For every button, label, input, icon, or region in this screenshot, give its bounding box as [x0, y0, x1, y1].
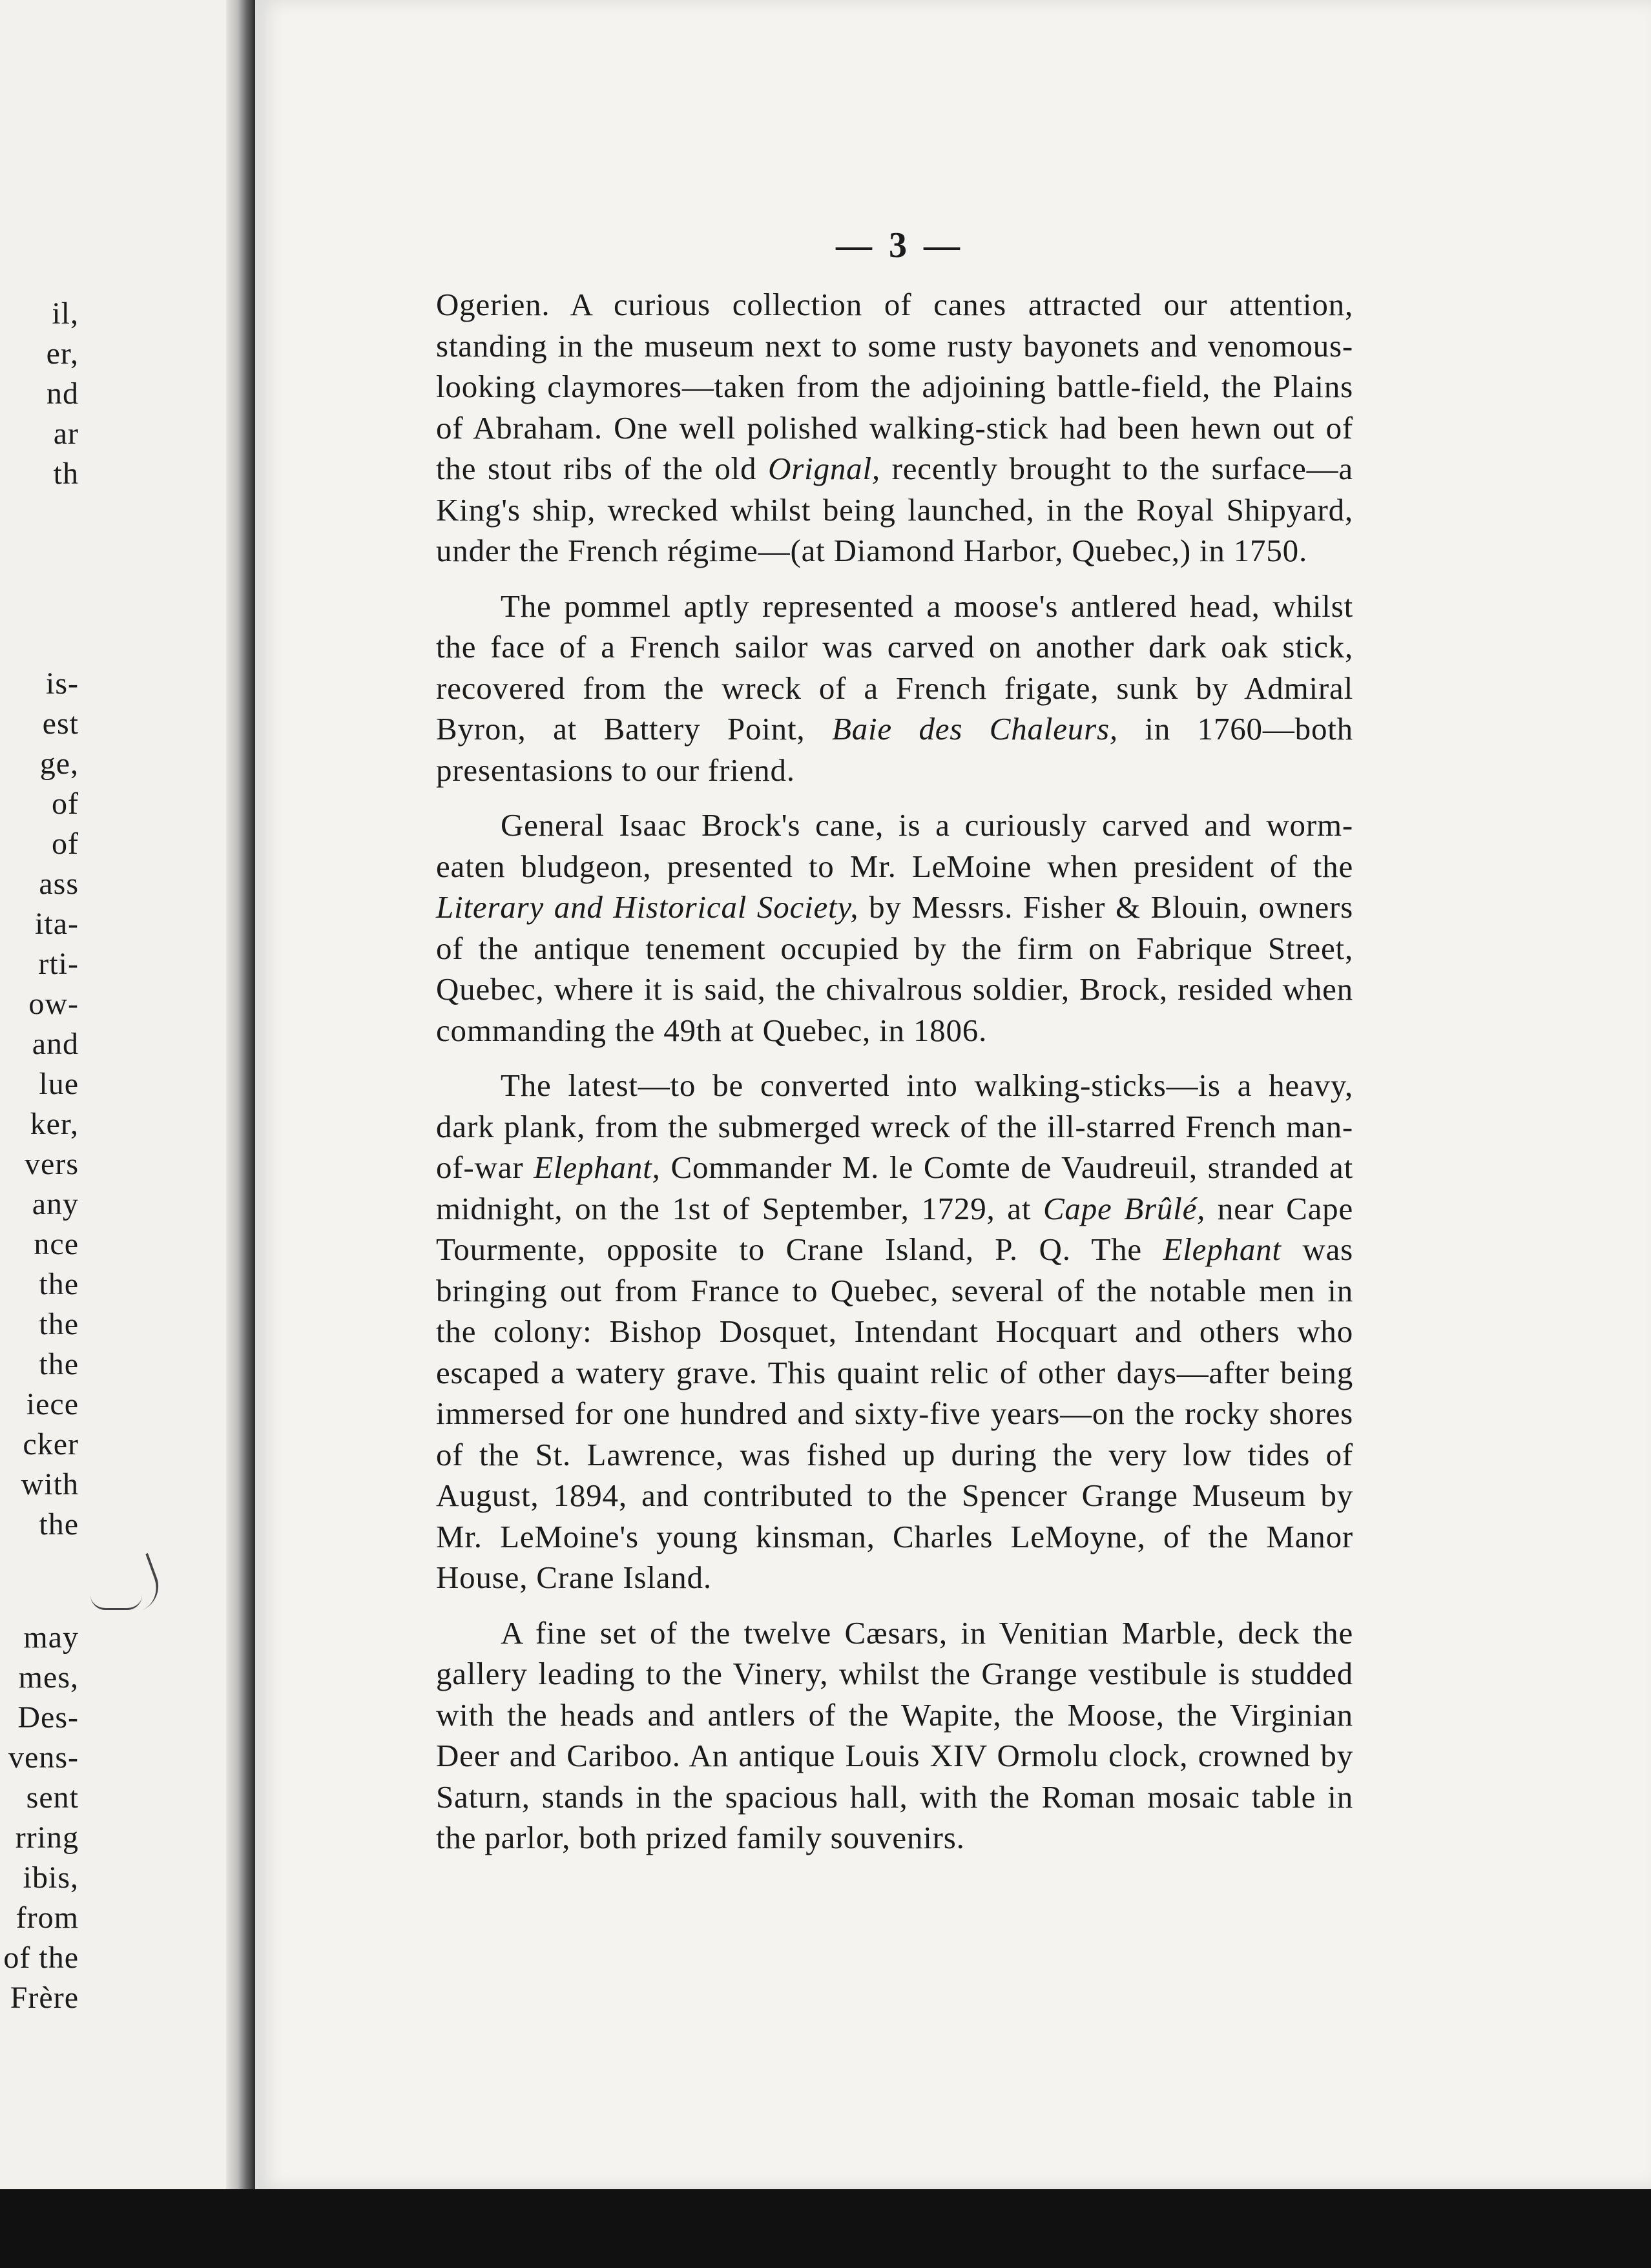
italic-text: Elephant [1163, 1232, 1282, 1267]
margin-fragment: rti- [38, 947, 79, 981]
text-run: General Isaac Brock's cane, is a curiously carved and worm-eaten bludgeon, presented to Mr. LeMoine when president of the [436, 807, 1353, 884]
page-number: — 3 — [836, 225, 964, 265]
book-gutter [226, 0, 255, 2189]
text-run: was bringing out from France to Quebec, several of the notable men in the colony: Bishop Dosquet, Intendant Hocquart and others who escaped a watery grave. This quaint relic of other days—after being immersed for one hundred and sixty-five years—on the rocky shores of the St. Lawrence, was fished up during the very low tides of August, 1894, and contributed to the Spencer Grange Museum by Mr. LeMoine's young kinsman, Charles LeMoyne, of the Manor House, Crane Island. [436, 1232, 1353, 1595]
margin-fragment: il, [52, 296, 79, 331]
margin-fragment: vens- [8, 1740, 79, 1775]
margin-fragment: iece [26, 1387, 79, 1421]
italic-text: Orignal, [768, 451, 880, 486]
margin-fragment: with [21, 1467, 79, 1501]
pencil-mark [90, 1595, 142, 1610]
margin-fragment: cker [23, 1427, 79, 1461]
margin-fragment: lue [39, 1067, 79, 1101]
body-text [436, 284, 1353, 1873]
text-run: recently brought to the surface—a King's ship, wrecked whilst being launched, in the Royal Shipyard, under the French régime—(at Diamond Harbor, Quebec,) in 1750. [436, 451, 1353, 568]
margin-fragment: may [23, 1620, 79, 1655]
margin-fragment: the [39, 1347, 79, 1381]
paragraph [436, 1065, 1353, 1598]
scan-bottom-edge [0, 2189, 1651, 2268]
margin-fragment: nce [34, 1227, 79, 1261]
margin-fragment: of [52, 787, 79, 821]
paragraph [436, 1613, 1353, 1859]
paragraph [436, 805, 1353, 1051]
italic-text: Elephant, [534, 1149, 661, 1185]
italic-text: Cape Brûlé, [1043, 1190, 1206, 1226]
margin-fragment: from [16, 1901, 79, 1935]
margin-fragment: of the [3, 1941, 79, 1975]
margin-fragment: nd [47, 376, 79, 411]
text-run: The latest—to be converted into walking-sticks—is a heavy, dark plank, from the submerged wreck of the ill-starred French man-of-war [436, 1067, 1353, 1185]
margin-fragment: mes, [18, 1660, 79, 1695]
margin-fragment: the [39, 1307, 79, 1341]
margin-fragment: ass [39, 867, 79, 901]
margin-fragment: ker, [30, 1107, 79, 1141]
margin-fragment: Des- [17, 1700, 79, 1735]
margin-fragment: the [39, 1267, 79, 1301]
italic-text: Baie des Chaleurs, [831, 711, 1118, 747]
text-run: A fine set of the twelve Cæsars, in Venitian Marble, deck the gallery leading to the Vinery, whilst the Grange vestibule is studded with the heads and antlers of the Wapite, the Moose, the Virginian Deer and Cariboo. An antique Louis XIV Ormolu clock, crowned by Saturn, stands in the spacious hall, with the Roman mosaic table in the parlor, both prized family souvenirs. [436, 1614, 1353, 1855]
margin-fragment: er, [46, 336, 79, 371]
text-run: Commander M. le Comte de Vaudreuil, stranded at midnight, on the 1st of September, 1729, at [436, 1149, 1354, 1226]
margin-fragment: th [53, 457, 79, 491]
text-run: by Messrs. Fisher & Blouin, owners of the antique tenement occupied by the firm on Fabrique Street, Quebec, where it is said, the chivalrous soldier, Brock, resided when commanding the 49th at Quebec, in 1806. [436, 889, 1353, 1048]
previous-page-sliver [0, 0, 255, 2189]
paragraph [436, 586, 1353, 791]
margin-fragment: any [32, 1187, 79, 1221]
text-run: near Cape Tourmente, opposite to Crane Island, P. Q. The [436, 1190, 1353, 1267]
margin-fragment: ow- [28, 987, 79, 1021]
margin-fragment: and [32, 1027, 79, 1061]
margin-fragment: ge, [39, 747, 79, 781]
margin-fragment: ar [53, 417, 79, 451]
margin-fragment: sent [26, 1780, 79, 1815]
margin-fragment: rring [15, 1820, 79, 1855]
margin-fragment: Frère [10, 1981, 79, 2015]
margin-fragment: vers [25, 1147, 79, 1181]
margin-fragment: of [52, 827, 79, 861]
text-run: The pommel aptly represented a moose's antlered head, whilst the face of a French sailor was carved on another dark oak stick, recovered from the wreck of a French frigate, sunk by Admiral Byron, at Battery Point, [436, 588, 1353, 747]
margin-fragment: ita- [35, 907, 79, 941]
margin-fragment: is- [46, 666, 79, 701]
paragraph [436, 284, 1353, 572]
text-run: Ogerien. A curious collection of canes attracted our attention, standing in the museum next to some rusty bayonets and venomous-looking claymores—taken from the adjoining battle-field, the Plains of Abraham. One well polished walking-stick had been hewn out of the stout ribs of the old [436, 287, 1353, 486]
text-run: in 1760—both presentasions to our friend. [436, 711, 1353, 788]
margin-fragment: ibis, [23, 1861, 79, 1895]
italic-text: Literary and Historical Society, [436, 889, 859, 925]
margin-fragment: the [39, 1507, 79, 1541]
margin-fragment: est [42, 706, 79, 741]
